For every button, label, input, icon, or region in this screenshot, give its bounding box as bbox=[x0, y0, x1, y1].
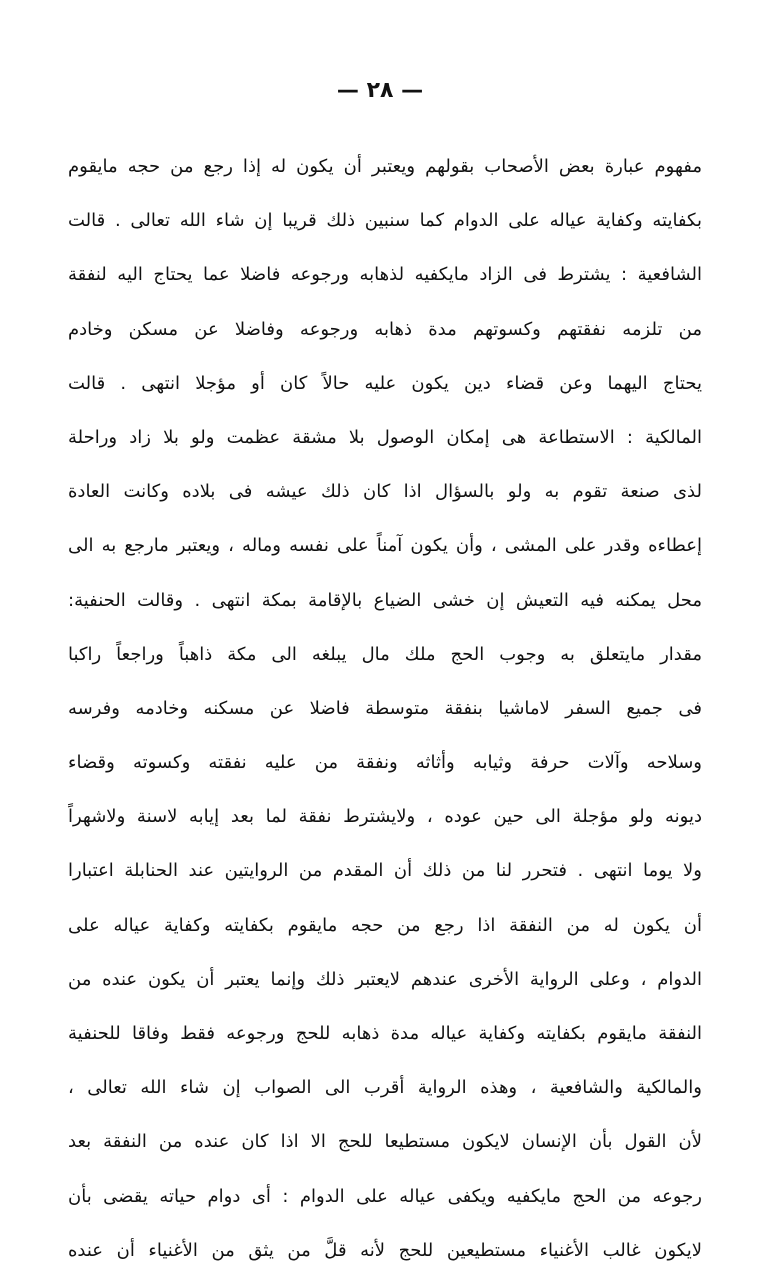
text-line: النفقة مايقوم بكفايته وكفاية عياله مدة ذهابه للحج ورجوعه فقط وفاقا للحنفية bbox=[68, 1023, 702, 1044]
text-line: والمالكية والشافعية ، وهذه الرواية أقرب الى الصواب إن شاء الله تعالى ، bbox=[68, 1077, 702, 1099]
text-line: أن يكون له من النفقة اذا رجع من حجه مايقوم بكفايته وكفاية عياله على bbox=[68, 914, 702, 936]
text-line: إعطاءه وقدر على المشى ، وأن يكون آمناً على نفسه وماله ، ويعتبر مارجع به الى bbox=[68, 535, 702, 557]
body-text bbox=[68, 140, 702, 1278]
text-line: محل يمكنه فيه التعيش إن خشى الضياع بالإقامة بمكة انتهى . وقالت الحنفية: bbox=[68, 589, 702, 611]
text-line: وسلاحه وآلات حرفة وثيابه وأثاثه ونفقة من عليه نفقته وكسوته وقضاء bbox=[68, 752, 702, 774]
text-line: يحتاج اليهما وعن قضاء دين يكون عليه حالاً كان أو مؤجلا انتهى . قالت bbox=[68, 372, 702, 394]
text-line: من تلزمه نفقتهم وكسوتهم مدة ذهابه ورجوعه وفاضلا عن مسكن وخادم bbox=[68, 318, 702, 340]
page-number: — ٢٨ — bbox=[336, 78, 424, 103]
text-line: المالكية : الاستطاعة هى إمكان الوصول بلا مشقة عظمت ولو بلا زاد وراحلة bbox=[68, 426, 702, 448]
text-line: ديونه ولو مؤجلة الى حين عوده ، ولايشترط نفقة لما بعد إيابه لاسنة ولاشهراً bbox=[68, 806, 702, 828]
text-line: الشافعية : يشترط فى الزاد مايكفيه لذهابه ورجوعه فاضلا عما يحتاج اليه لنفقة bbox=[68, 264, 702, 286]
text-line: رجوعه من الحج مايكفيه ويكفى عياله على الدوام : أى دوام حياته يقضى بأن bbox=[68, 1185, 702, 1207]
text-line: لايكون غالب الأغنياء مستطيعين للحج لأنه قلَّ من يثق من الأغنياء أن عنده bbox=[68, 1239, 702, 1261]
text-line: ولا يوما انتهى . فتحرر لنا من ذلك أن المقدم من الروايتين عند الحنابلة اعتبارا bbox=[68, 860, 702, 882]
text-line: لذى صنعة تقوم به ولو بالسؤال اذا كان ذلك عيشه فى بلاده وكانت العادة bbox=[68, 481, 702, 503]
text-line: لأن القول بأن الإنسان لايكون مستطيعا للحج الا اذا كان عنده من النفقة بعد bbox=[68, 1131, 702, 1153]
text-line: بكفايته وكفاية عياله على الدوام كما سنبين ذلك قريبا إن شاء الله تعالى . قالت bbox=[68, 210, 702, 232]
text-line: مفهوم عبارة بعض الأصحاب بقولهم ويعتبر أن يكون له إذا رجع من حجه مايقوم bbox=[68, 156, 702, 177]
text-line: الدوام ، وعلى الرواية الأخرى عندهم لايعتبر ذلك وإنما يعتبر أن يكون عنده من bbox=[68, 968, 702, 990]
text-line: مقدار مايتعلق به وجوب الحج ملك مال يبلغه الى مكة ذاهباً وراجعاً راكبا bbox=[68, 643, 702, 665]
text-line: فى جميع السفر لاماشيا بنفقة متوسطة فاضلا عن مسكنه وخادمه وفرسه bbox=[68, 697, 702, 719]
